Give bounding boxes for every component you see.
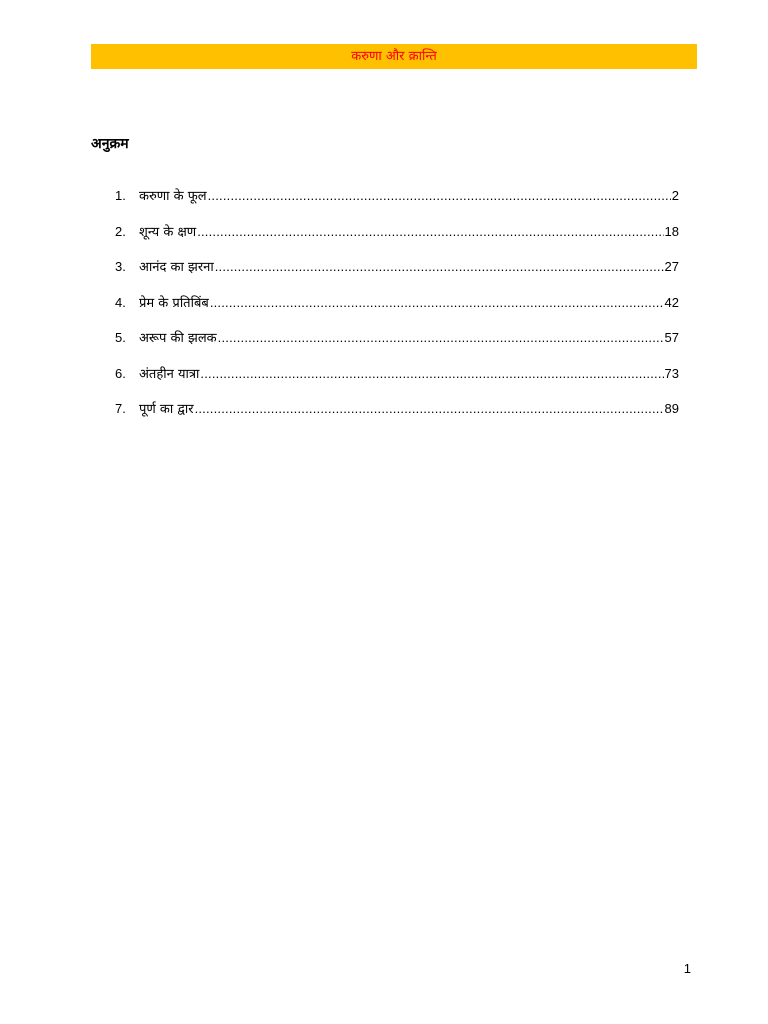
toc-entry-number: 5.: [115, 330, 126, 345]
toc-entry-number: 1.: [115, 188, 126, 203]
toc-entry-title: प्रेम के प्रतिबिंब: [139, 295, 209, 311]
toc-list: [115, 186, 679, 435]
page-number: 1: [683, 961, 691, 976]
toc-entry-title: अरूप की झलक: [139, 331, 217, 346]
toc-heading: अनुक्रम: [91, 136, 129, 152]
toc-entry[interactable]: [115, 328, 679, 364]
toc-entry-number: 6.: [115, 365, 126, 381]
toc-entry-title: पूर्ण का द्वार: [139, 402, 194, 417]
toc-entry-title: करुणा के फूल: [139, 189, 207, 204]
toc-entry-title: अंतहीन यात्रा: [139, 366, 200, 382]
toc-entry-page: 2: [671, 188, 679, 203]
toc-entry-page: 57: [664, 330, 679, 345]
toc-entry[interactable]: [115, 257, 679, 293]
toc-entry-number: 4.: [115, 294, 126, 310]
toc-entry-page: 42: [664, 294, 679, 310]
toc-entry-page: 89: [664, 401, 679, 416]
toc-entry[interactable]: [115, 364, 679, 400]
toc-dot-leader: [215, 259, 664, 274]
toc-entry-title: आनंद का झरना: [139, 260, 214, 275]
toc-entry[interactable]: [115, 399, 679, 435]
header-band: [91, 44, 697, 69]
toc-entry-number: 3.: [115, 259, 126, 274]
toc-entry-number: 7.: [115, 401, 126, 416]
toc-entry-page: 73: [664, 365, 679, 381]
toc-dot-leader: [210, 295, 664, 310]
toc-entry[interactable]: [115, 293, 679, 329]
toc-entry-page: 27: [664, 259, 679, 274]
toc-dot-leader: [195, 401, 664, 416]
toc-entry-page: 18: [664, 223, 679, 239]
toc-dot-leader: [197, 224, 663, 239]
toc-dot-leader: [200, 366, 663, 381]
toc-entry[interactable]: [115, 186, 679, 222]
toc-dot-leader: [208, 188, 671, 203]
document-title: करुणा और क्रान्ति: [351, 49, 437, 64]
toc-entry-number: 2.: [115, 223, 126, 239]
toc-dot-leader: [218, 330, 664, 345]
toc-entry-title: शून्य के क्षण: [139, 224, 197, 240]
toc-entry[interactable]: [115, 222, 679, 258]
